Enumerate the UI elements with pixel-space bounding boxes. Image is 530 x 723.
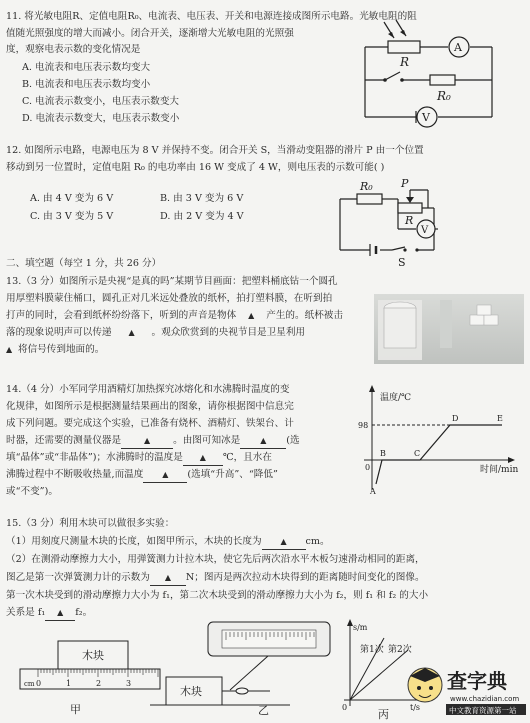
q14-line-3: 成下列问题。要完成这个实验，已准备有烧杯、酒精灯、铁架台、计 [6, 418, 294, 429]
q14-line-7: 或“不变”)。 [6, 486, 58, 497]
q13-line-4b: 。观众欣赏到的央视节目是卫星利用 [151, 327, 306, 338]
q11-option-c: C. 电流表示数变小，电压表示数变大 [22, 96, 180, 107]
q11-stem-line-3: 度，观察电表示数的变化情况是 [6, 44, 141, 55]
q15-jia-tick-1: 1 [66, 679, 72, 688]
q14-point-a: A [370, 487, 376, 496]
q14-line-4b: 。由图可知冰是 [173, 435, 241, 446]
chazidian-logo [408, 668, 442, 702]
q14-graph-ytick: 98 [358, 421, 369, 430]
q14-line-2: 化规律，如图所示是根据测量结果画出的图象，请你根据图中信息完 [6, 401, 294, 412]
q13-blank-2: ▲ [128, 328, 135, 337]
q14-line-5a: 填“晶体”或“非晶体”)；水沸腾时的温度是 [6, 452, 183, 463]
section-2-heading: 二、填空题（每空 1 分，共 26 分） [6, 258, 162, 269]
q13-line-3b: 产生的。纸杯被击 [266, 310, 343, 321]
q15-jia-tick-0: 0 [36, 679, 42, 688]
q12-label-v: V [421, 225, 429, 236]
q15-line-2a: （1）用刻度尺测量木块的长度，如图甲所示，木块的长度为 [6, 536, 262, 547]
q12-option-d: D. 由 2 V 变为 4 V [160, 211, 244, 222]
q15-line-3: （2）在测滑动摩擦力大小，用弹簧测力计拉木块，使它先后两次沿水平木板匀速滑动相同的距离， [6, 554, 425, 565]
q14-graph-ylabel: 温度/℃ [380, 393, 412, 403]
q11-stem-line-1: 11. 将光敏电阻R、定值电阻R₀、电流表、电压表、开关和电源连接成图所示电路。光敏电阻的阻 [6, 11, 417, 22]
q15-line-4a: 图乙是第一次弹簧测力计的示数为 [6, 572, 150, 583]
q14-graph-xlabel: 时间/min [480, 465, 519, 475]
logo-url: www.chazidian.com [450, 695, 520, 703]
q14-line-4a: 时器，还需要的测量仪器是 [6, 435, 122, 446]
q11-label-r: R [400, 55, 410, 69]
q14-point-c: C [414, 449, 421, 458]
q15-jia-unit: cm [24, 680, 35, 688]
q14-line-5b: ℃，且水在 [222, 452, 272, 463]
q13-line-1: 13.（3 分）如图所示是央视“是真的吗”某期节目画面：把塑料桶底钻一个圆孔 [6, 276, 338, 287]
q15-jia-caption: 甲 [70, 703, 81, 716]
q15-blank-2: ▲ [150, 571, 186, 586]
q15-bing-origin: 0 [342, 703, 348, 712]
q11-stem-line-2: 值随光照强度的增大而减小。闭合开关，逐渐增大光敏电阻的光照强 [6, 28, 294, 39]
q14-blank-4: ▲ [143, 468, 187, 483]
q15-bing-ylabel: s/m [353, 623, 368, 632]
q15-jia-block-label: 木块 [82, 649, 104, 662]
q15-bing-caption: 丙 [378, 708, 389, 721]
logo-tagline: 中文教育资源第一站 [449, 706, 517, 715]
q15-bing-series-2: 第2次 [388, 645, 412, 655]
q12-option-c: C. 由 3 V 变为 5 V [30, 211, 114, 222]
q11-option-a: A. 电流表和电压表示数均变大 [22, 62, 151, 73]
q11-label-r0: R₀ [437, 89, 451, 103]
logo-brand: 查字典 [447, 669, 507, 693]
q14-blank-2: ▲ [240, 434, 286, 449]
q15-line-2b: cm。 [305, 536, 330, 547]
q14-blank-3: ▲ [183, 451, 223, 466]
q12-stem-line-1: 12. 如图所示电路，电源电压为 8 V 并保持不变。闭合开关 S，当滑动变阻器的滑片 P 由一个位置 [6, 145, 424, 156]
q15-bing-series-1: 第1次 [360, 645, 384, 655]
q14-line-1: 14.（4 分）小军同学用酒精灯加热探究冰熔化和水沸腾时温度的变 [6, 384, 290, 395]
q15-jia-tick-3: 3 [126, 679, 132, 688]
q15-blank-3: ▲ [45, 606, 75, 621]
q15-line-6b: f₂。 [75, 607, 93, 618]
q11-label-a: A [454, 41, 462, 54]
q13-line-5a: 将信号传到地面的。 [18, 344, 105, 355]
q12-label-p: P [401, 177, 409, 190]
q15-line-5: 第一次木块受到的滑动摩擦力大小为 f₁，第二次木块受到的滑动摩擦力大小为 f₂，则 f₁ 和 f₂ 的大小 [6, 590, 429, 601]
q14-line-6b: (选填“升高”、“降低” [187, 469, 278, 480]
q13-blank-3: ▲ [6, 345, 13, 354]
q15-bing-xlabel: t/s [410, 703, 421, 712]
q14-point-d: D [452, 414, 459, 423]
q14-point-b: B [380, 449, 386, 458]
q15-jia-tick-2: 2 [96, 679, 102, 688]
q12-stem-line-2: 移动到另一位置时，定值电阻 R₀ 的电功率由 16 W 变成了 4 W，则电压表的示数可能( ) [6, 162, 385, 173]
q15-blank-1: ▲ [262, 535, 306, 550]
q13-blank-1: ▲ [248, 311, 255, 320]
q12-label-r0: R₀ [360, 180, 373, 193]
q11-option-d: D. 电流表示数变大，电压表示数变小 [22, 113, 180, 124]
q15-yi-block-label: 木块 [180, 685, 202, 698]
q14-graph-origin: 0 [365, 463, 371, 472]
q14-blank-1: ▲ [121, 434, 173, 449]
q13-line-4a: 落的现象说明声可以传递 [6, 327, 112, 338]
q14-line-6a: 沸腾过程中不断吸收热量,而温度 [6, 469, 144, 480]
q15-line-4b: N；图丙是两次拉动木块得到的距离随时间变化的图像。 [185, 572, 425, 583]
q13-line-2: 用厚塑料膜蒙住桶口，圆孔正对几米远处叠放的纸杯，拍打塑料膜，在听到拍 [6, 293, 333, 304]
q12-label-r: R [405, 214, 414, 227]
q12-label-s: S [398, 256, 406, 269]
q12-option-b: B. 由 3 V 变为 6 V [160, 193, 244, 204]
q15-line-6a: 关系是 f₁ [6, 607, 46, 618]
q11-label-v: V [422, 111, 430, 124]
q15-yi-caption: 乙 [258, 704, 269, 717]
q14-line-4c: (选 [286, 435, 300, 446]
q15-line-1: 15.（3 分）利用木块可以做很多实验： [6, 518, 175, 529]
q13-line-3a: 打声的同时，会看到纸杯纷纷落下，听到的声音是物体 [6, 310, 237, 321]
q12-option-a: A. 由 4 V 变为 6 V [30, 193, 114, 204]
q11-option-b: B. 电流表和电压表示数均变小 [22, 79, 151, 90]
q14-point-e: E [497, 414, 503, 423]
